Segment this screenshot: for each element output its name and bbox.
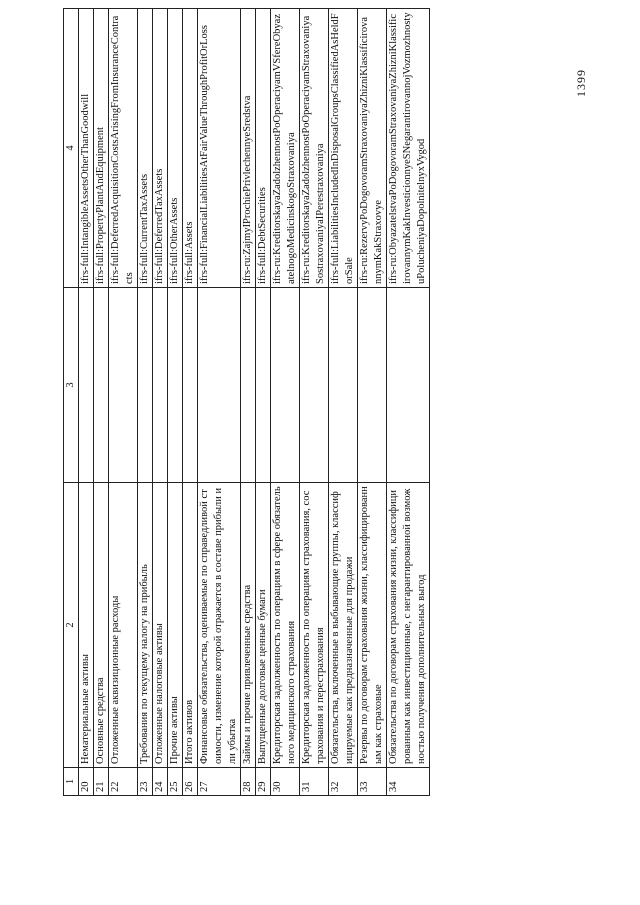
indicator-name-cell: Финансовые обязательства, оцениваемые по справедливой стоимости, изменение которой отражается в составе прибыли или убытка (198, 483, 241, 768)
xbrl-mapping-table (63, 8, 430, 796)
table-row (241, 9, 256, 796)
col3-cell (271, 288, 300, 483)
col3-cell (198, 288, 241, 483)
col3-cell (94, 288, 109, 483)
xbrl-code-cell: ifrs-full:DeferredTaxAssets (153, 9, 168, 288)
indicator-name-cell: Кредиторская задолженность по операциям в сфере обязательного медицинского страхования (271, 483, 300, 768)
col3-cell (79, 288, 94, 483)
xbrl-code-cell: ifrs-ru:RezervyPoDogovoramStraxovaniyaZhizniKlassificirovannymKakStraxovye (358, 9, 387, 288)
xbrl-code-cell: ifrs-full:LiabilitiesIncludedInDisposalGroupsClassifiedAsHeldForSale (329, 9, 358, 288)
table-row (138, 9, 153, 796)
table-row (329, 9, 358, 796)
header-col-2: 2 (64, 483, 79, 768)
header-col-1: 1 (64, 768, 79, 796)
col3-cell (256, 288, 271, 483)
indicator-name-cell: Резервы по договорам страхования жизни, классифицированным как страховые (358, 483, 387, 768)
row-number-cell: 33 (358, 768, 387, 796)
table-row (168, 9, 183, 796)
table-row (198, 9, 241, 796)
row-number-cell: 29 (256, 768, 271, 796)
indicator-name-cell: Обязательства по договорам страхования жизни, классифицированным как инвестиционные, с негарантированной возможностью получения дополнительных выгод (387, 483, 430, 768)
xbrl-code-cell: ifrs-full:Assets (183, 9, 198, 288)
table-row (153, 9, 168, 796)
col3-cell (183, 288, 198, 483)
row-number-cell: 20 (79, 768, 94, 796)
header-row (64, 9, 79, 796)
indicator-name-cell: Кредиторская задолженность по операциям страхования, сострахования и перестрахования (300, 483, 329, 768)
xbrl-code-cell: ifrs-full:OtherAssets (168, 9, 183, 288)
table-row (79, 9, 94, 796)
col3-cell (168, 288, 183, 483)
xbrl-code-cell: ifrs-full:DebtSecurities (256, 9, 271, 288)
col3-cell (138, 288, 153, 483)
table-row (109, 9, 138, 796)
table-row (256, 9, 271, 796)
row-number-cell: 28 (241, 768, 256, 796)
row-number-cell: 22 (109, 768, 138, 796)
indicator-name-cell: Обязательства, включенные в выбывающие группы, классифицируемые как предназначенные для продажи (329, 483, 358, 768)
row-number-cell: 21 (94, 768, 109, 796)
indicator-name-cell: Отложенные налоговые активы (153, 483, 168, 768)
indicator-name-cell: Итого активов (183, 483, 198, 768)
indicator-name-cell: Отложенные аквизиционные расходы (109, 483, 138, 768)
col3-cell (241, 288, 256, 483)
xbrl-code-cell: ifrs-full:PropertyPlantAndEquipment (94, 9, 109, 288)
row-number-cell: 25 (168, 768, 183, 796)
table-row (358, 9, 387, 796)
col3-cell (153, 288, 168, 483)
indicator-name-cell: Прочие активы (168, 483, 183, 768)
indicator-name-cell: Основные средства (94, 483, 109, 768)
table-row (271, 9, 300, 796)
row-number-cell: 34 (387, 768, 430, 796)
row-number-cell: 26 (183, 768, 198, 796)
row-number-cell: 31 (300, 768, 329, 796)
row-number-cell: 27 (198, 768, 241, 796)
row-number-cell: 23 (138, 768, 153, 796)
row-number-cell: 24 (153, 768, 168, 796)
xbrl-code-cell: ifrs-ru:ZajmyIProchiePrivlechennyeSredstva (241, 9, 256, 288)
row-number-cell: 32 (329, 768, 358, 796)
col3-cell (109, 288, 138, 483)
row-number-cell: 30 (271, 768, 300, 796)
table-row (183, 9, 198, 796)
page-number: 1399 (574, 69, 588, 97)
xbrl-code-cell: ifrs-ru:KreditorskayaZadolzhennostPoOperaciyamStraxovaniyaSostraxovaniyaIPerestraxovaniya (300, 9, 329, 288)
col3-cell (300, 288, 329, 483)
xbrl-code-cell: ifrs-full:DeferredAcquisitionCostsArisingFromInsuranceContracts (109, 9, 138, 288)
indicator-name-cell: Нематериальные активы (79, 483, 94, 768)
xbrl-code-cell: ifrs-ru:ObyazatelstvaPoDogovoramStraxovaniyaZhizniKlassificirovannymKakInvesticionnyeSNegarantirovannojVozmozhnostyuPolucheniyaDopolnitelnyxVygod (387, 9, 430, 288)
header-col-4: 4 (64, 9, 79, 288)
col3-cell (329, 288, 358, 483)
xbrl-code-cell: ifrs-full:CurrentTaxAssets (138, 9, 153, 288)
table-row (94, 9, 109, 796)
table-row (300, 9, 329, 796)
col3-cell (358, 288, 387, 483)
xbrl-code-cell: ifrs-full:IntangibleAssetsOtherThanGoodwill (79, 9, 94, 288)
xbrl-code-cell: ifrs-ru:KreditorskayaZadolzhennostPoOperaciyamVSfereObyazatelnogoMedicinskogoStraxovaniya (271, 9, 300, 288)
indicator-name-cell: Требования по текущему налогу на прибыль (138, 483, 153, 768)
col3-cell (387, 288, 430, 483)
xbrl-code-cell: ifrs-full:FinancialLiabilitiesAtFairValueThroughProfitOrLoss (198, 9, 241, 288)
header-col-3: 3 (64, 288, 79, 483)
indicator-name-cell: Займы и прочие привлеченные средства (241, 483, 256, 768)
table-row (387, 9, 430, 796)
indicator-name-cell: Выпущенные долговые ценные бумаги (256, 483, 271, 768)
